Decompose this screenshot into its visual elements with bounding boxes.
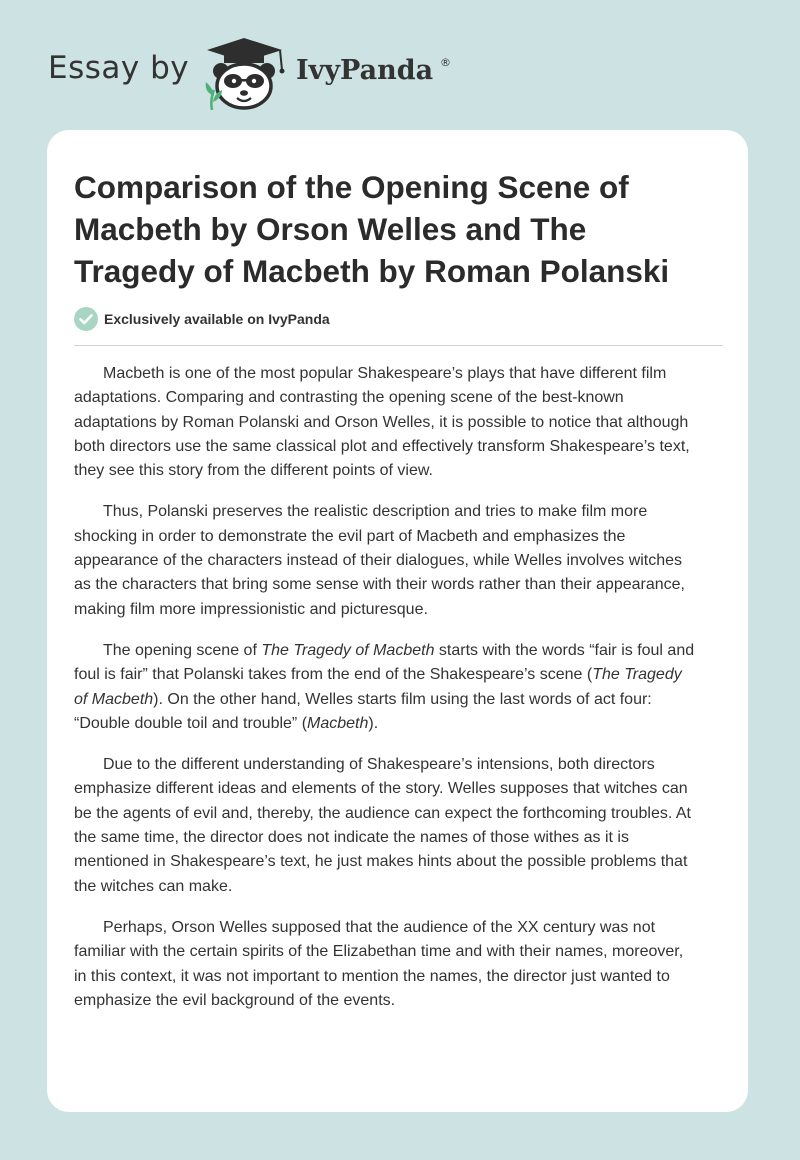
paragraph-line: emphasize different ideas and elements of the story. Welles supposes that witches can bbox=[74, 780, 688, 798]
paragraph bbox=[74, 916, 725, 1013]
paragraph-line: in this context, it was not important to mention the names, the director just wanted to bbox=[74, 967, 670, 985]
paragraph-line: making film more impressionistic and picturesque. bbox=[74, 600, 428, 618]
film-title: The Tragedy of Macbeth bbox=[261, 641, 435, 659]
panda-graduate-logo-icon[interactable] bbox=[200, 36, 294, 110]
divider bbox=[74, 345, 723, 346]
paragraph-line bbox=[74, 639, 725, 663]
film-title: The Tragedy bbox=[592, 666, 682, 684]
text-run: ). bbox=[368, 714, 379, 732]
paragraph-line: appearance of the characters instead of their dialogues, while Welles involves witches bbox=[74, 552, 683, 570]
text-run: ). On the other hand, Welles starts film using the last words of act four: bbox=[153, 690, 652, 708]
text-run: starts with the words “fair is foul and bbox=[434, 641, 695, 659]
essay-by-label: Essay by bbox=[48, 50, 190, 86]
essay-body bbox=[74, 362, 725, 1030]
paragraph bbox=[74, 500, 725, 621]
essay-title bbox=[74, 166, 724, 292]
film-title: of Macbeth bbox=[74, 690, 154, 708]
paragraph-line: Perhaps, Orson Welles supposed that the audience of the XX century was not bbox=[103, 918, 656, 936]
paragraph-line: they see this story from the different points of view. bbox=[74, 462, 433, 480]
paragraph-line: adaptations. Comparing and contrasting the opening scene of the best-known bbox=[74, 389, 624, 407]
paragraph-line: shocking in order to demonstrate the evil part of Macbeth and emphasizes the bbox=[74, 527, 626, 545]
paragraph-line: familiar with the certain spirits of the Elizabethan time and with their names, moreover, bbox=[74, 943, 684, 961]
paragraph-line: adaptations by Roman Polanski and Orson Welles, it is possible to notice that although bbox=[74, 413, 689, 431]
essay-title-line: Comparison of the Opening Scene of bbox=[74, 169, 629, 205]
essay-card bbox=[47, 130, 748, 1112]
paragraph-line: as the characters that bring some sense with their words rather than their appearance, bbox=[74, 576, 685, 594]
paragraph-line bbox=[74, 712, 725, 736]
paragraph bbox=[74, 362, 725, 483]
paragraph-line bbox=[74, 663, 725, 687]
paragraph-line bbox=[74, 688, 725, 712]
paragraph-line: mentioned in Shakespeare’s text, he just makes hints about the possible problems that bbox=[74, 853, 688, 871]
paragraph-line: Macbeth is one of the most popular Shakespeare’s plays that have different film bbox=[103, 365, 667, 382]
text-run: The opening scene of bbox=[103, 641, 262, 659]
exclusive-badge bbox=[74, 307, 330, 331]
paragraph-line: be the agents of evil and, thereby, the audience can expect the forthcoming troubles. At bbox=[74, 804, 691, 822]
paragraph-line: the same time, the director does not indicate the names of those withes as it is bbox=[74, 829, 629, 847]
brand-name[interactable]: IvyPanda bbox=[296, 55, 434, 86]
essay-title-line: Tragedy of Macbeth by Roman Polanski bbox=[74, 253, 670, 289]
essay-title-line: Macbeth by Orson Welles and The bbox=[74, 211, 587, 247]
paragraph-line: emphasize the evil background of the events. bbox=[74, 991, 396, 1009]
text-run: “Double double toil and trouble” ( bbox=[74, 714, 308, 732]
registered-mark: ® bbox=[440, 56, 451, 69]
paragraph bbox=[74, 753, 725, 899]
exclusive-label: Exclusively available on IvyPanda bbox=[104, 311, 330, 327]
site-header bbox=[0, 0, 800, 130]
paragraph-line: Thus, Polanski preserves the realistic description and tries to make film more bbox=[103, 503, 648, 521]
check-circle-icon bbox=[74, 307, 98, 331]
paragraph-line: Due to the different understanding of Shakespeare’s intensions, both directors bbox=[103, 756, 655, 774]
paragraph-line: both directors use the same classical plot and effectively transform Shakespeare’s text, bbox=[74, 437, 690, 455]
paragraph-line: the witches can make. bbox=[74, 877, 233, 895]
paragraph bbox=[74, 639, 725, 736]
film-title: Macbeth bbox=[307, 714, 369, 732]
text-run: foul is fair” that Polanski takes from the end of the Shakespeare’s scene ( bbox=[74, 666, 593, 684]
